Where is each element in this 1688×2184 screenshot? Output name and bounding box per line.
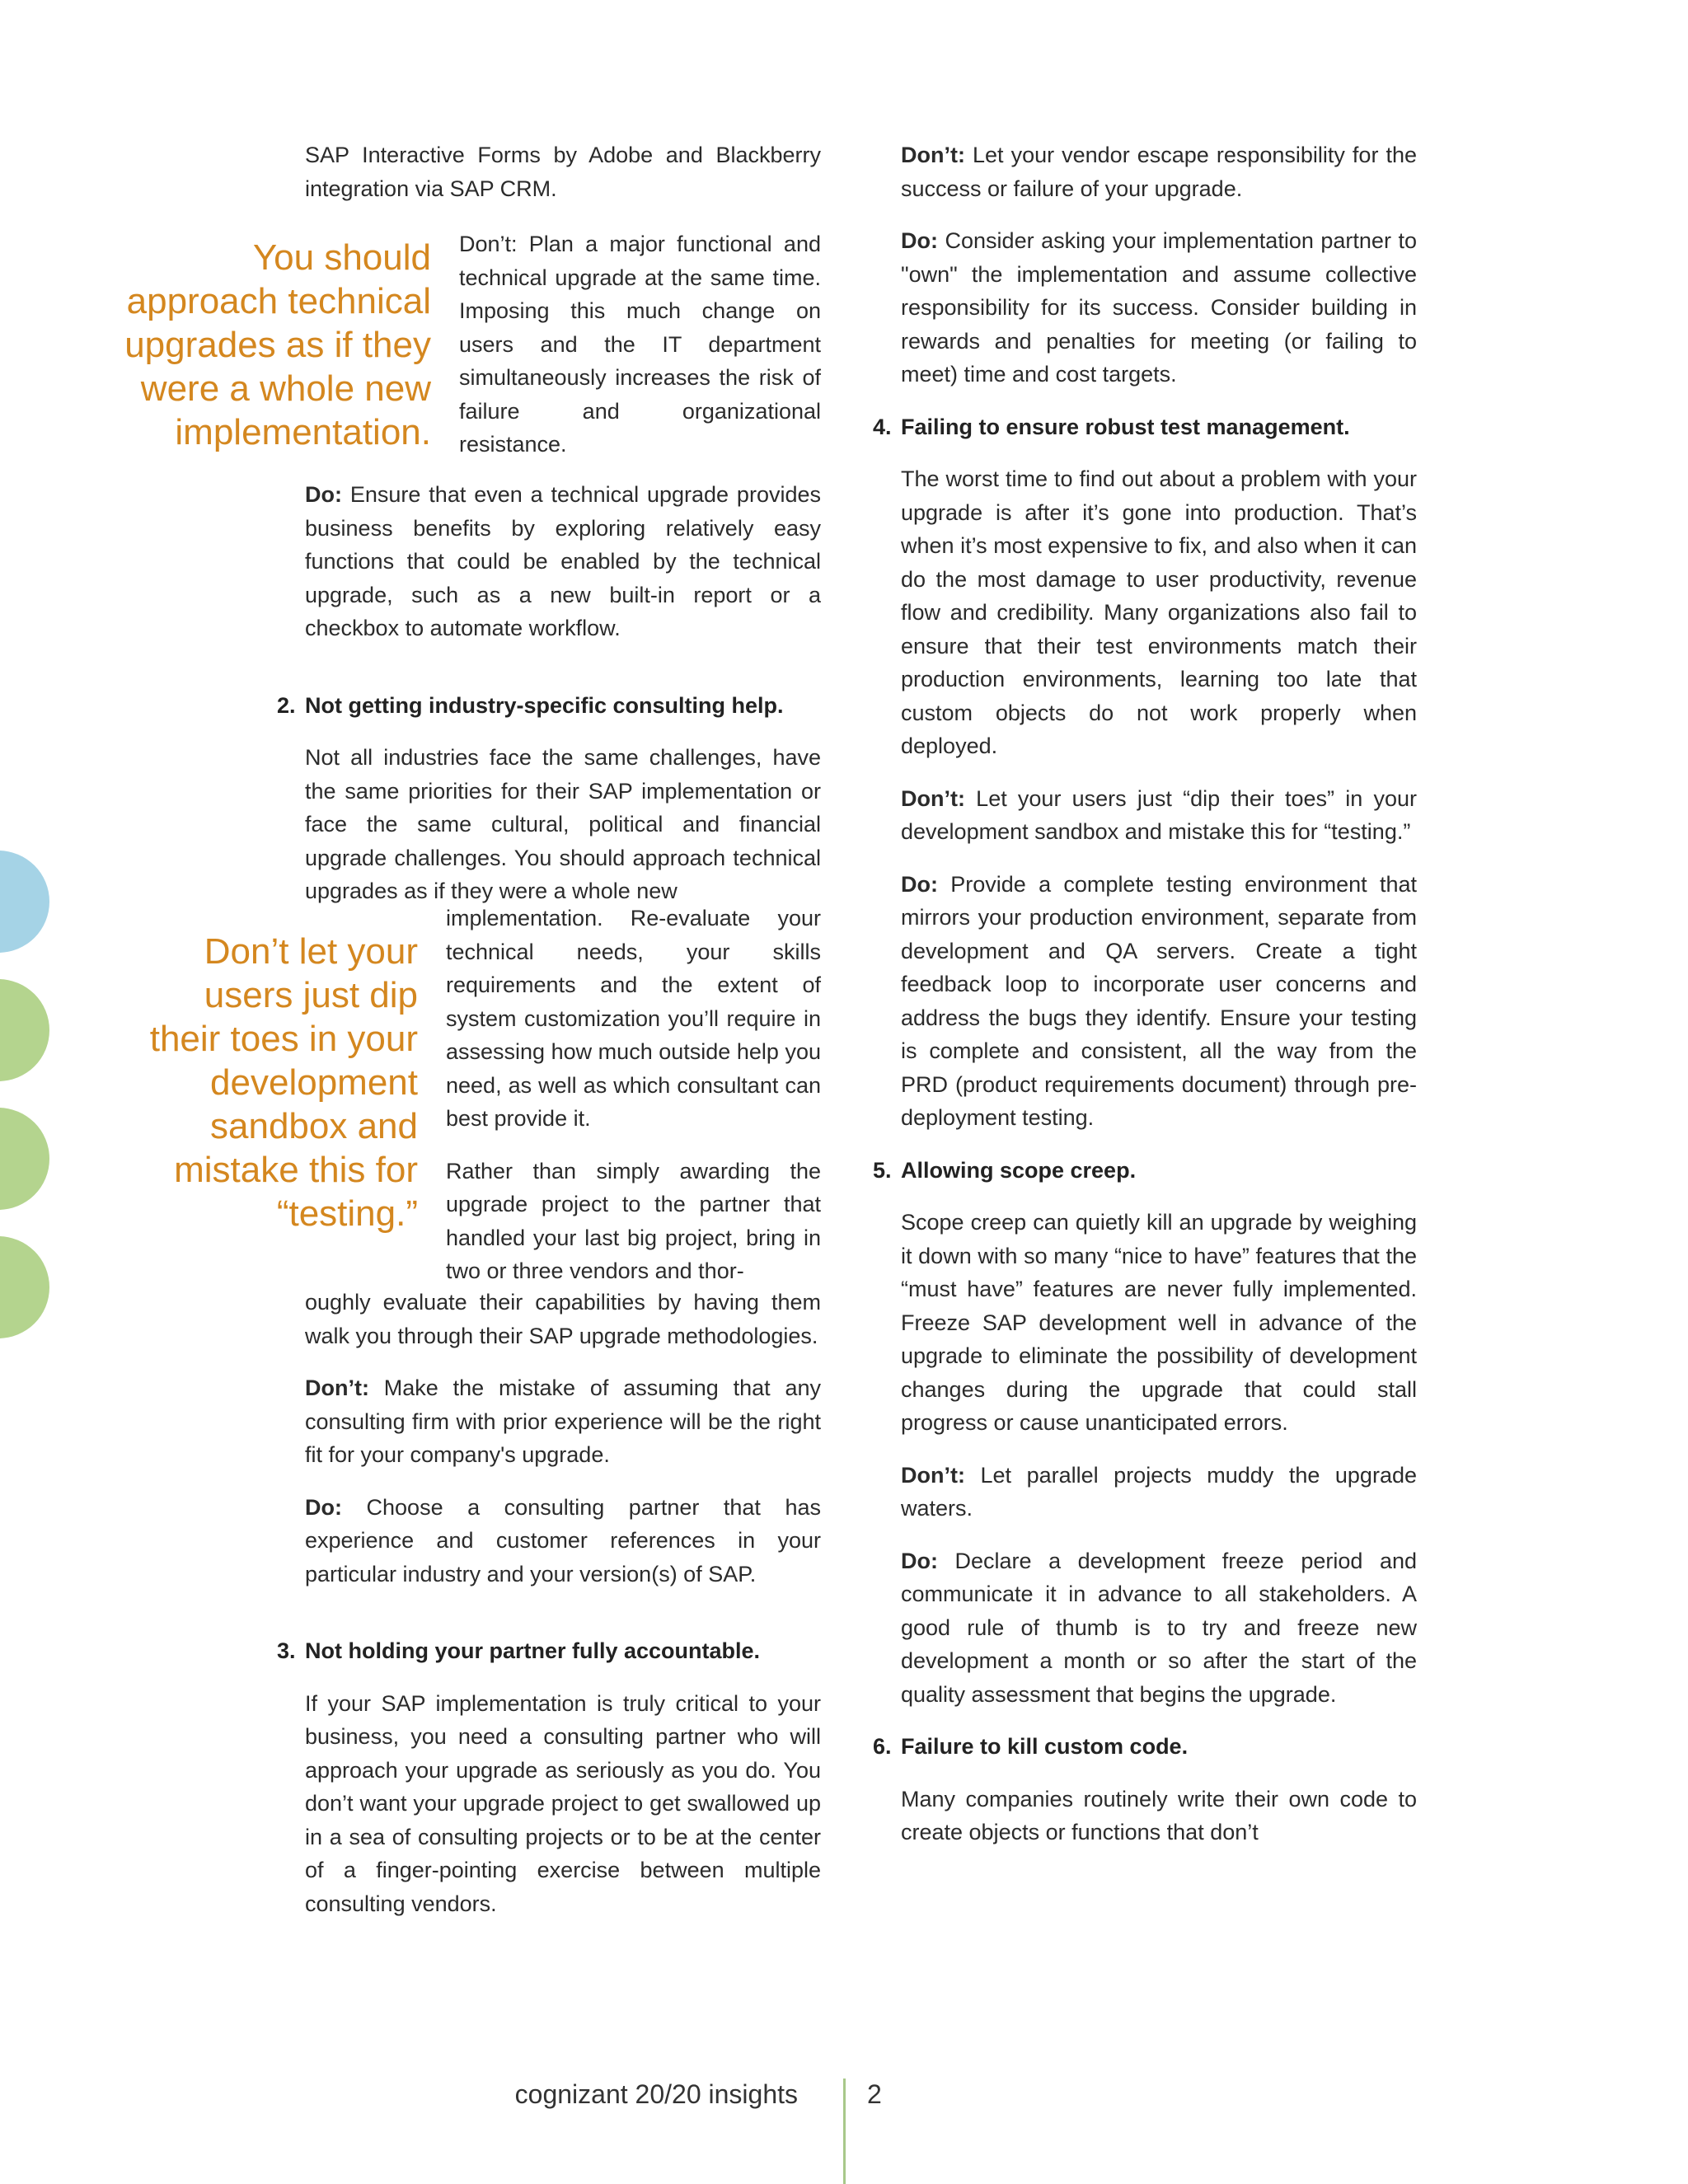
left-column-mid — [277, 478, 821, 908]
pull-quote-2-line: mistake this for — [174, 1150, 418, 1190]
right-column — [873, 138, 1417, 1868]
pull-quote-1-line: approach technical — [126, 281, 431, 321]
paragraph-2a: Not all industries face the same challenges, have the same priorities for their SAP implementation or face the same cultural, political and financial upgrade challenges. You should approach technical upgrades as if they were a whole new — [305, 745, 821, 903]
paragraph-2d: oughly evaluate their capabilities by having them walk you through their SAP upgrade methodologies. — [305, 1290, 821, 1348]
pull-quote-1-line: You should — [252, 237, 431, 278]
heading-5: 5. Allowing scope creep. — [873, 1157, 1137, 1183]
pull-quote-2-line: development — [210, 1062, 418, 1103]
left-column-top — [305, 138, 821, 224]
pull-quote-1-line: implementation. — [175, 412, 431, 452]
dont-2-paragraph: Don’t: Make the mistake of assuming that any consulting firm with prior experience will be the right fit for your company's upgrade. — [305, 1376, 821, 1467]
pull-quote-2-line: users just dip — [204, 975, 418, 1015]
do-4-paragraph: Do: Provide a complete testing environment that mirrors your production environment, separate from development and QA servers. Create a tight feedback loop to incorporate user concerns and address the bugs they identify. Ensure your testing is complete and consistent, all the way from the PRD (product requirements document) through pre-deployment testing. — [901, 871, 1417, 1130]
paragraph-3: If your SAP implementation is truly critical to your business, you need a consulting partner who will approach your upgrade as seriously as you do. You don’t want your upgrade project to get swallowed up in a sea of consulting projects or to be at the center of a finger-pointing exercise between multiple consulting vendors. — [305, 1690, 821, 1916]
dont-5-paragraph: Don’t: Let parallel projects muddy the upgrade waters. — [901, 1462, 1417, 1521]
footer-divider — [843, 2079, 846, 2184]
pull-quote-1-line: were a whole new — [140, 368, 431, 409]
dont-1-block — [459, 227, 821, 480]
decorative-blue-dot — [0, 851, 49, 953]
decorative-green-dot — [0, 1108, 49, 1210]
paragraph-2c: Rather than simply awarding the upgrade project to the partner that handled your last big project, bring in two or three vendors and thor- — [446, 1158, 821, 1283]
paragraph-6: Many companies routinely write their own code to create objects or functions that don’t — [901, 1786, 1417, 1844]
pull-quote-2-line: Don’t let your — [204, 931, 418, 972]
left-column-bottom — [277, 1286, 821, 1939]
pull-quote-2-line: sandbox and — [210, 1106, 418, 1146]
page-number: 2 — [867, 2079, 882, 2109]
decorative-green-dot — [0, 979, 49, 1081]
heading-6: 6. Failure to kill custom code. — [873, 1734, 1189, 1759]
pull-quote-1 — [49, 236, 431, 454]
pull-quote-1-line: upgrades as if they — [124, 325, 431, 365]
pull-quote-2-line: their toes in your — [149, 1019, 418, 1059]
do-5-paragraph: Do: Declare a development freeze period and communicate it in advance to all stakeholders. A good rule of thumb is to try and freeze new development a month or so after the start of the quality assessment that begins the upgrade. — [901, 1548, 1417, 1707]
pull-quote-2 — [49, 930, 418, 1235]
footer-brand: cognizant 20/20 insights — [514, 2079, 798, 2109]
intro-paragraph: SAP Interactive Forms by Adobe and Blackberry integration via SAP CRM. — [305, 143, 821, 201]
heading-2: 2. Not getting industry-specific consulting help. — [277, 692, 784, 718]
do-3-paragraph: Do: Consider asking your implementation partner to "own" the implementation and assume collective responsibility for its success. Consider building in rewards and penalties for meeting (or failing to meet) time and cost targets. — [901, 228, 1417, 387]
do-2-paragraph: Do: Choose a consulting partner that has experience and customer references in your particular industry and your version(s) of SAP. — [305, 1494, 821, 1586]
do-1-paragraph: Do: Ensure that even a technical upgrade provides business benefits by exploring relatively easy functions that could be enabled by the technical upgrade, such as a new built-in report or a checkbox to automate workflow. — [305, 482, 821, 640]
dont-4-paragraph: Don’t: Let your users just “dip their toes” in your development sandbox and mistake this for “testing.” — [901, 785, 1417, 844]
side-text-2 — [446, 902, 821, 1288]
paragraph-4: The worst time to find out about a problem with your upgrade is after it’s gone into production. That’s when it’s most expensive to fix, and also when it can do the most damage to user productivity, revenue flow and credibility. Many organizations also fail to ensure that their test environments match their production environments, learning too late that custom objects do not work properly when deployed. — [901, 466, 1417, 758]
paragraph-2b: implementation. Re-evaluate your technical needs, your skills requirements and the extent of system customization you’ll require in assessing how much outside help you need, as well as which consultant can best provide it. — [446, 906, 821, 1131]
dont-3-paragraph: Don’t: Let your vendor escape responsibility for the success or failure of your upgrade. — [901, 143, 1417, 201]
heading-3: 3. Not holding your partner fully accountable. — [277, 1638, 761, 1663]
paragraph-5: Scope creep can quietly kill an upgrade by weighing it down with so many “nice to have” features that the “must have” features are never fully implemented. Freeze SAP development well in advance of the upgrade to eliminate the possibility of development changes during the upgrade that could stall progress or cause unanticipated errors. — [901, 1210, 1417, 1435]
pull-quote-2-line: “testing.” — [276, 1193, 418, 1234]
dont-1-paragraph: Don’t: Plan a major functional and technical upgrade at the same time. Imposing this much change on users and the IT department simultaneously increases the risk of failure and organizational resistance. — [459, 232, 821, 457]
heading-4: 4. Failing to ensure robust test management. — [873, 414, 1350, 439]
decorative-green-dot — [0, 1236, 49, 1338]
